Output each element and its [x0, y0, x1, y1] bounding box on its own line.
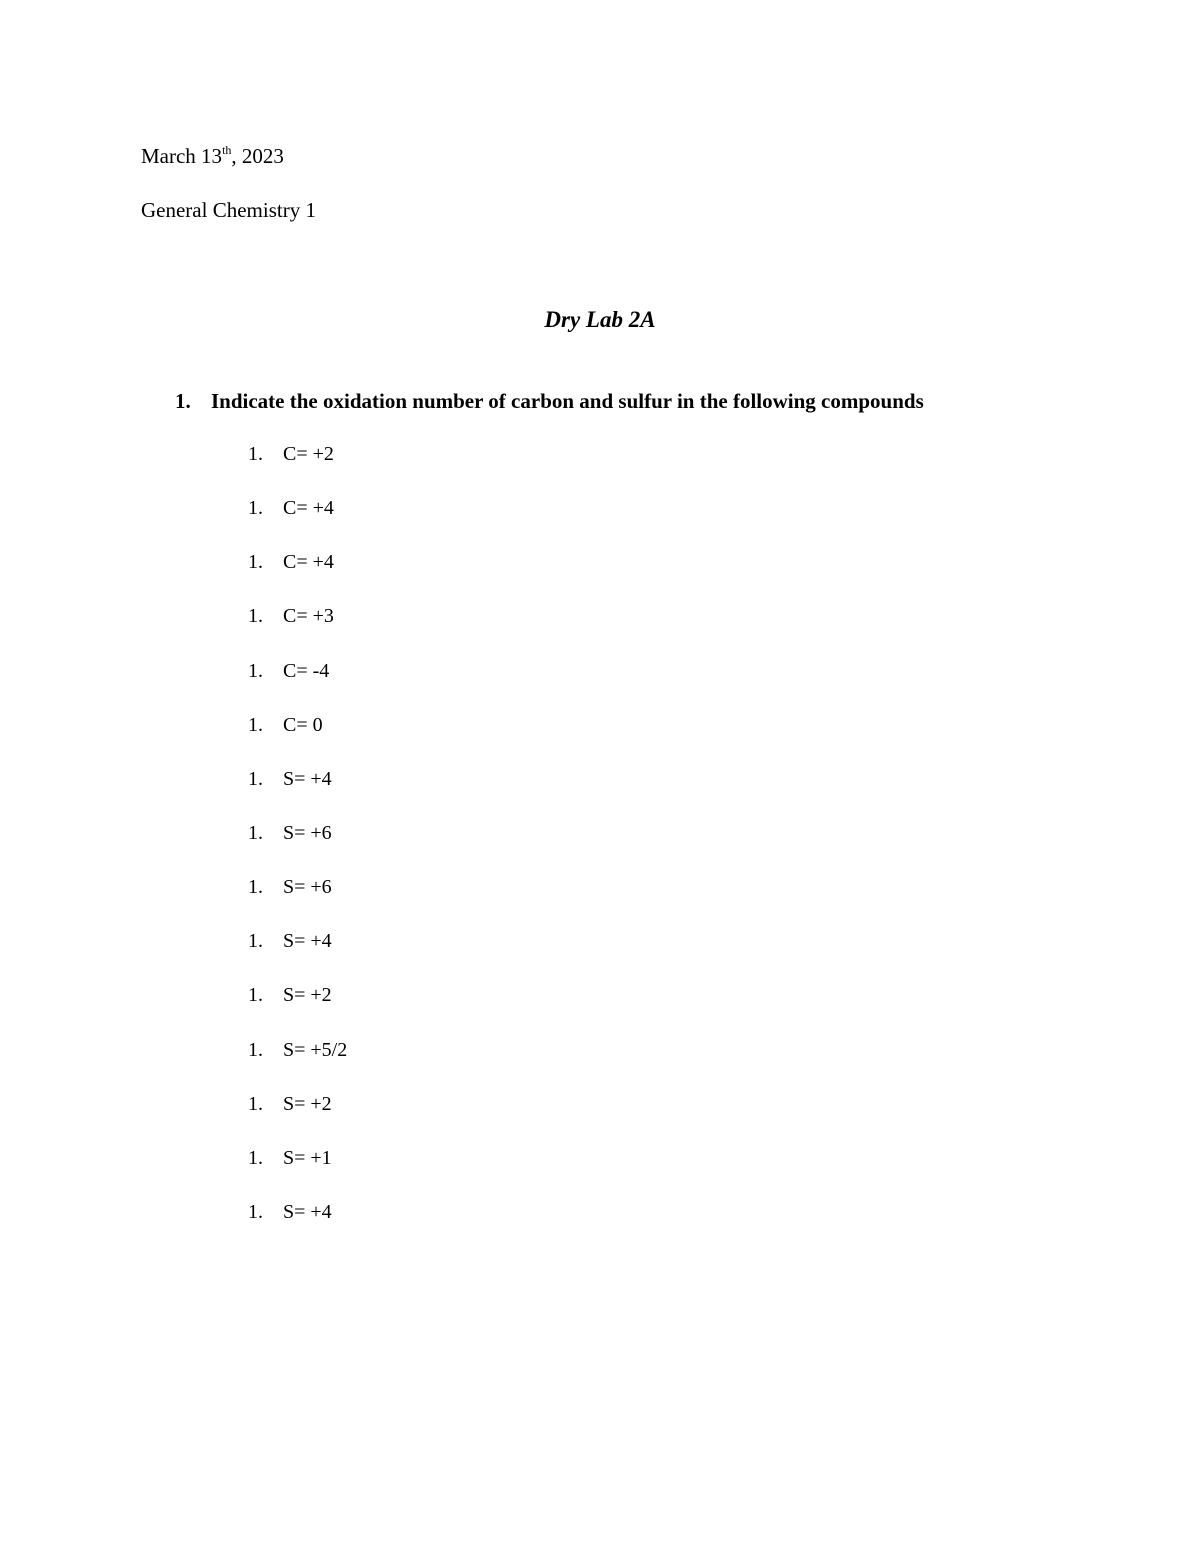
- date-ordinal-suffix: th: [222, 143, 232, 157]
- answer-text: S= +4: [283, 767, 332, 790]
- answer-item: [248, 602, 347, 656]
- answer-number: 1.: [248, 605, 263, 628]
- answer-number: 1.: [248, 1146, 263, 1169]
- answer-number: 1.: [248, 551, 263, 574]
- answer-item: [248, 548, 347, 602]
- answer-text: C= -4: [283, 659, 330, 682]
- answer-text: C= +2: [283, 443, 334, 465]
- answer-text: S= +5/2: [283, 1038, 348, 1061]
- question-text: Indicate the oxidation number of carbon and sulfur in the following compounds: [211, 389, 924, 413]
- answer-text: C= +4: [283, 551, 334, 574]
- answer-item: [248, 927, 347, 981]
- answer-number: 1.: [248, 713, 263, 736]
- answer-number: 1.: [248, 1092, 263, 1115]
- date-text: March 13: [141, 144, 223, 168]
- answer-item: [248, 440, 347, 494]
- answer-number: 1.: [248, 821, 263, 844]
- answer-item: [248, 711, 347, 765]
- answer-item: [248, 1090, 347, 1144]
- answer-text: S= +6: [283, 821, 332, 844]
- document-date: [141, 142, 284, 170]
- question-number: 1.: [175, 389, 191, 413]
- answer-number: 1.: [248, 984, 263, 1007]
- course-name: General Chemistry 1: [141, 198, 316, 222]
- answer-text: C= +4: [283, 497, 334, 520]
- answer-number: 1.: [248, 443, 263, 465]
- document-title: Dry Lab 2A: [544, 307, 656, 332]
- answer-text: S= +2: [283, 1092, 332, 1115]
- answer-text: C= 0: [283, 713, 323, 736]
- answer-text: S= +4: [283, 1200, 332, 1223]
- answer-list: [248, 440, 347, 1252]
- answer-text: S= +4: [283, 930, 332, 953]
- question-1: [175, 387, 924, 415]
- answer-number: 1.: [248, 767, 263, 790]
- answer-item: [248, 765, 347, 819]
- answer-text: C= +3: [283, 605, 334, 628]
- answer-number: 1.: [248, 876, 263, 899]
- answer-text: S= +6: [283, 876, 332, 899]
- answer-number: 1.: [248, 1038, 263, 1061]
- answer-item: [248, 1198, 347, 1252]
- date-year: , 2023: [231, 144, 284, 168]
- answer-number: 1.: [248, 1200, 263, 1223]
- answer-item: [248, 1144, 347, 1198]
- answer-item: [248, 981, 347, 1035]
- answer-number: 1.: [248, 659, 263, 682]
- answer-item: [248, 819, 347, 873]
- answer-item: [248, 1036, 347, 1090]
- answer-text: S= +1: [283, 1146, 332, 1169]
- answer-number: 1.: [248, 497, 263, 520]
- answer-number: 1.: [248, 930, 263, 953]
- answer-item: [248, 494, 347, 548]
- answer-text: S= +2: [283, 984, 332, 1007]
- answer-item: [248, 873, 347, 927]
- answer-item: [248, 657, 347, 711]
